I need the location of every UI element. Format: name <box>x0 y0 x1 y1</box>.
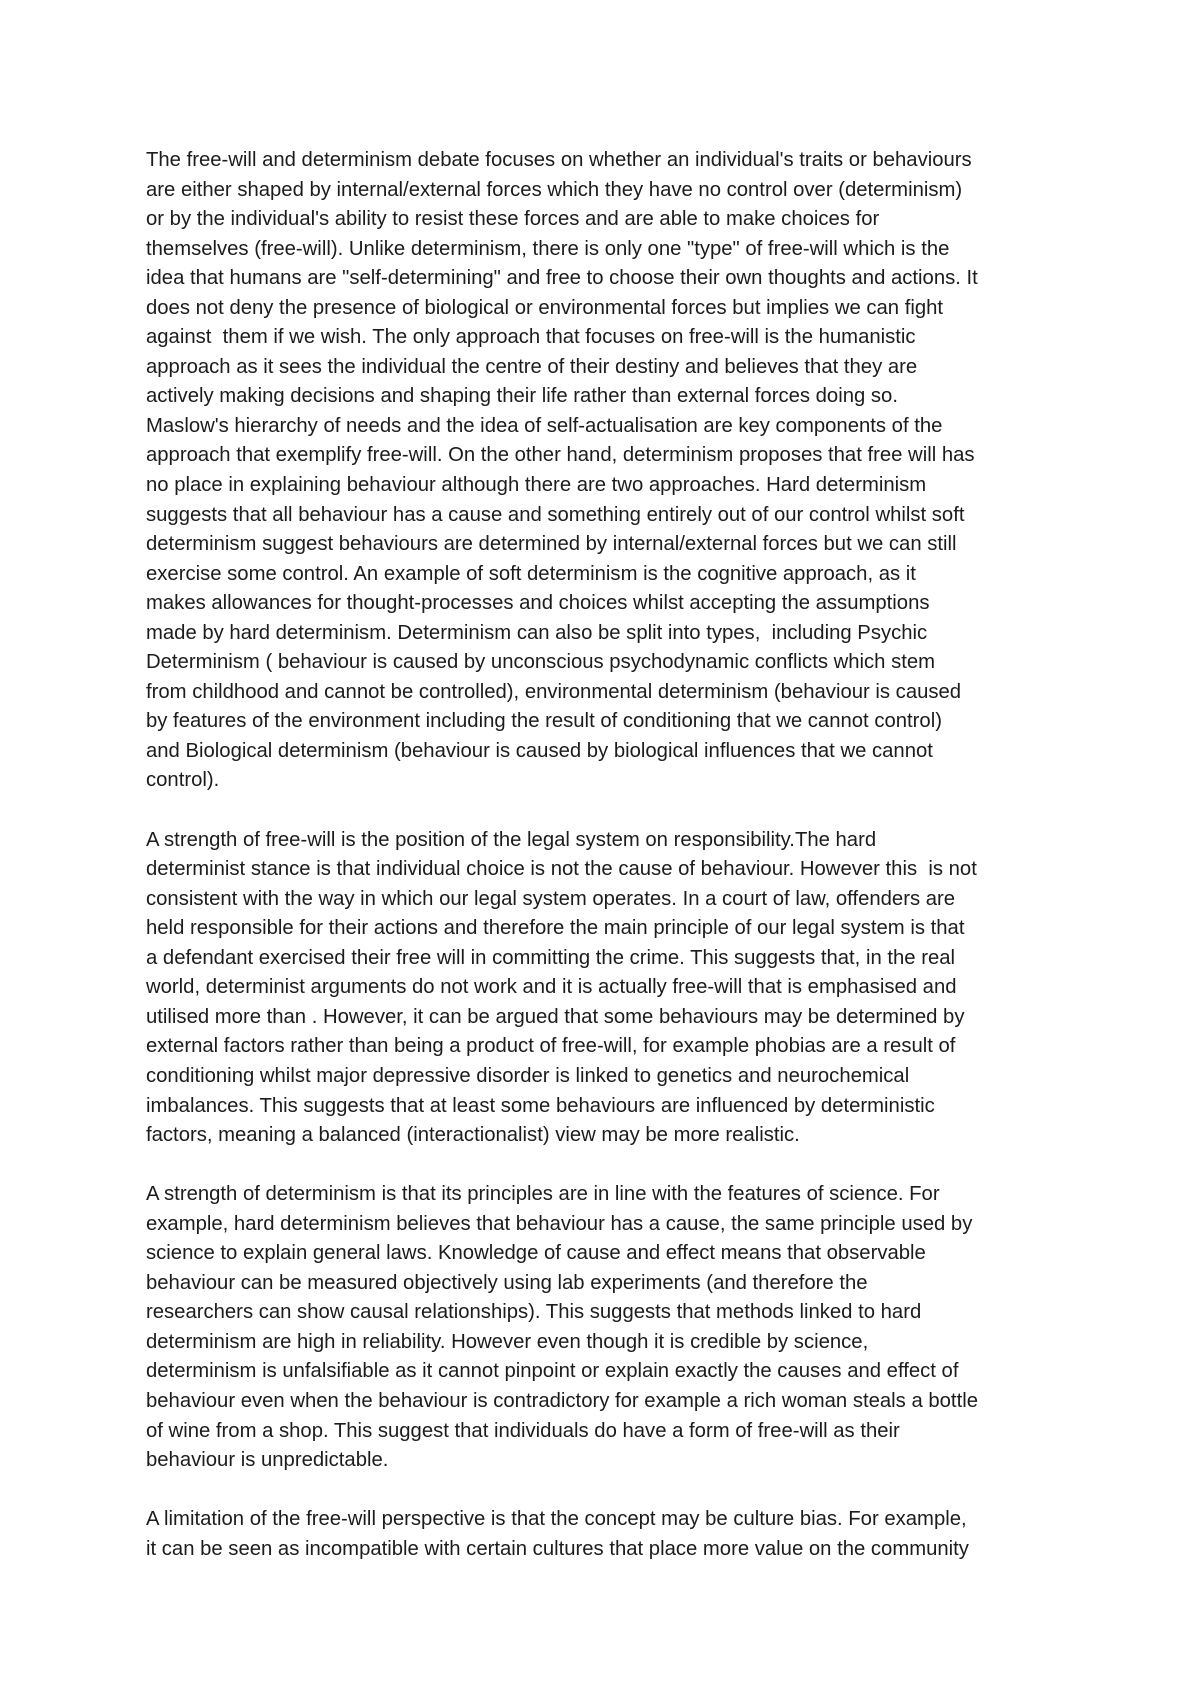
text-line: does not deny the presence of biological or environmental forces but implies we can fight <box>146 296 944 319</box>
text-line: approach as it sees the individual the centre of their destiny and believes that they are <box>146 355 918 378</box>
text-line: against them if we wish. The only approach that focuses on free-will is the humanistic <box>146 326 916 349</box>
text-line: suggests that all behaviour has a cause and something entirely out of our control whilst soft <box>146 503 965 526</box>
text-line: utilised more than . However, it can be argued that some behaviours may be determined by <box>146 1005 965 1028</box>
text-line: control). <box>146 769 220 792</box>
text-line: consistent with the way in which our legal system operates. In a court of law, offenders are <box>146 887 956 910</box>
text-line: determinist stance is that individual choice is not the cause of behaviour. However this is not <box>146 858 977 881</box>
text-line: determinism suggest behaviours are determined by internal/external forces but we can still <box>146 533 957 556</box>
text-line: A strength of free-will is the position of the legal system on responsibility.The hard <box>146 828 877 851</box>
text-line: The free-will and determinism debate focuses on whether an individual's traits or behaviours <box>146 149 972 171</box>
text-line: external factors rather than being a product of free-will, for example phobias are a result of <box>146 1035 956 1058</box>
text-line: exercise some control. An example of soft determinism is the cognitive approach, as it <box>146 562 916 585</box>
text-line: Determinism ( behaviour is caused by unconscious psychodynamic conflicts which stem <box>146 651 936 674</box>
text-line: and Biological determinism (behaviour is caused by biological influences that we cannot <box>146 739 933 762</box>
text-line: from childhood and cannot be controlled), environmental determinism (behaviour is caused <box>146 680 962 703</box>
text-line: a defendant exercised their free will in committing the crime. This suggests that, in the real <box>146 946 956 969</box>
text-line: Maslow's hierarchy of needs and the idea of self-actualisation are key components of the <box>146 414 943 437</box>
document-body <box>146 146 1076 1564</box>
paragraph <box>146 826 1076 1151</box>
text-line: A strength of determinism is that its principles are in line with the features of science. For <box>146 1183 940 1206</box>
text-line: idea that humans are "self-determining" and free to choose their own thoughts and actions. It <box>146 267 978 290</box>
text-line: behaviour can be measured objectively using lab experiments (and therefore the <box>146 1271 868 1294</box>
text-line: science to explain general laws. Knowledge of cause and effect means that observable <box>146 1242 926 1265</box>
paragraph-gap <box>146 1151 1076 1181</box>
text-line: A limitation of the free-will perspective is that the concept may be culture bias. For example, <box>146 1508 967 1531</box>
text-line: of wine from a shop. This suggest that individuals do have a form of free-will as their <box>146 1419 900 1442</box>
text-line: imbalances. This suggests that at least some behaviours are influenced by deterministic <box>146 1094 935 1117</box>
paragraph-gap <box>146 796 1076 826</box>
text-line: no place in explaining behaviour although there are two approaches. Hard determinism <box>146 474 927 497</box>
text-line: example, hard determinism believes that behaviour has a cause, the same principle used by <box>146 1212 973 1235</box>
text-line: themselves (free-will). Unlike determinism, there is only one "type" of free-will which is the <box>146 237 950 260</box>
text-line: approach that exemplify free-will. On the other hand, determinism proposes that free will has <box>146 444 975 467</box>
text-line: it can be seen as incompatible with certain cultures that place more value on the community <box>146 1537 969 1560</box>
text-line: determinism are high in reliability. However even though it is credible by science, <box>146 1330 869 1353</box>
paragraph <box>146 1180 1076 1475</box>
text-line: are either shaped by internal/external forces which they have no control over (determinism) <box>146 178 963 201</box>
text-line: factors, meaning a balanced (interactionalist) view may be more realistic. <box>146 1124 800 1147</box>
text-line: or by the individual's ability to resist these forces and are able to make choices for <box>146 208 880 231</box>
paragraph <box>146 1505 1076 1564</box>
text-line: world, determinist arguments do not work and it is actually free-will that is emphasised and <box>146 976 957 999</box>
text-line: actively making decisions and shaping their life rather than external forces doing so. <box>146 385 898 408</box>
text-line: behaviour is unpredictable. <box>146 1449 389 1472</box>
paragraph <box>146 146 1076 796</box>
text-line: made by hard determinism. Determinism can also be split into types, including Psychic <box>146 621 928 644</box>
text-line: makes allowances for thought-processes and choices whilst accepting the assumptions <box>146 592 930 615</box>
paragraph-gap <box>146 1476 1076 1506</box>
text-line: by features of the environment including the result of conditioning that we cannot control) <box>146 710 942 733</box>
text-line: researchers can show causal relationships). This suggests that methods linked to hard <box>146 1301 922 1324</box>
text-line: held responsible for their actions and therefore the main principle of our legal system is that <box>146 917 965 940</box>
text-line: conditioning whilst major depressive disorder is linked to genetics and neurochemical <box>146 1064 910 1087</box>
text-line: behaviour even when the behaviour is contradictory for example a rich woman steals a bottle <box>146 1389 978 1412</box>
text-line: determinism is unfalsifiable as it cannot pinpoint or explain exactly the causes and effect of <box>146 1360 959 1383</box>
